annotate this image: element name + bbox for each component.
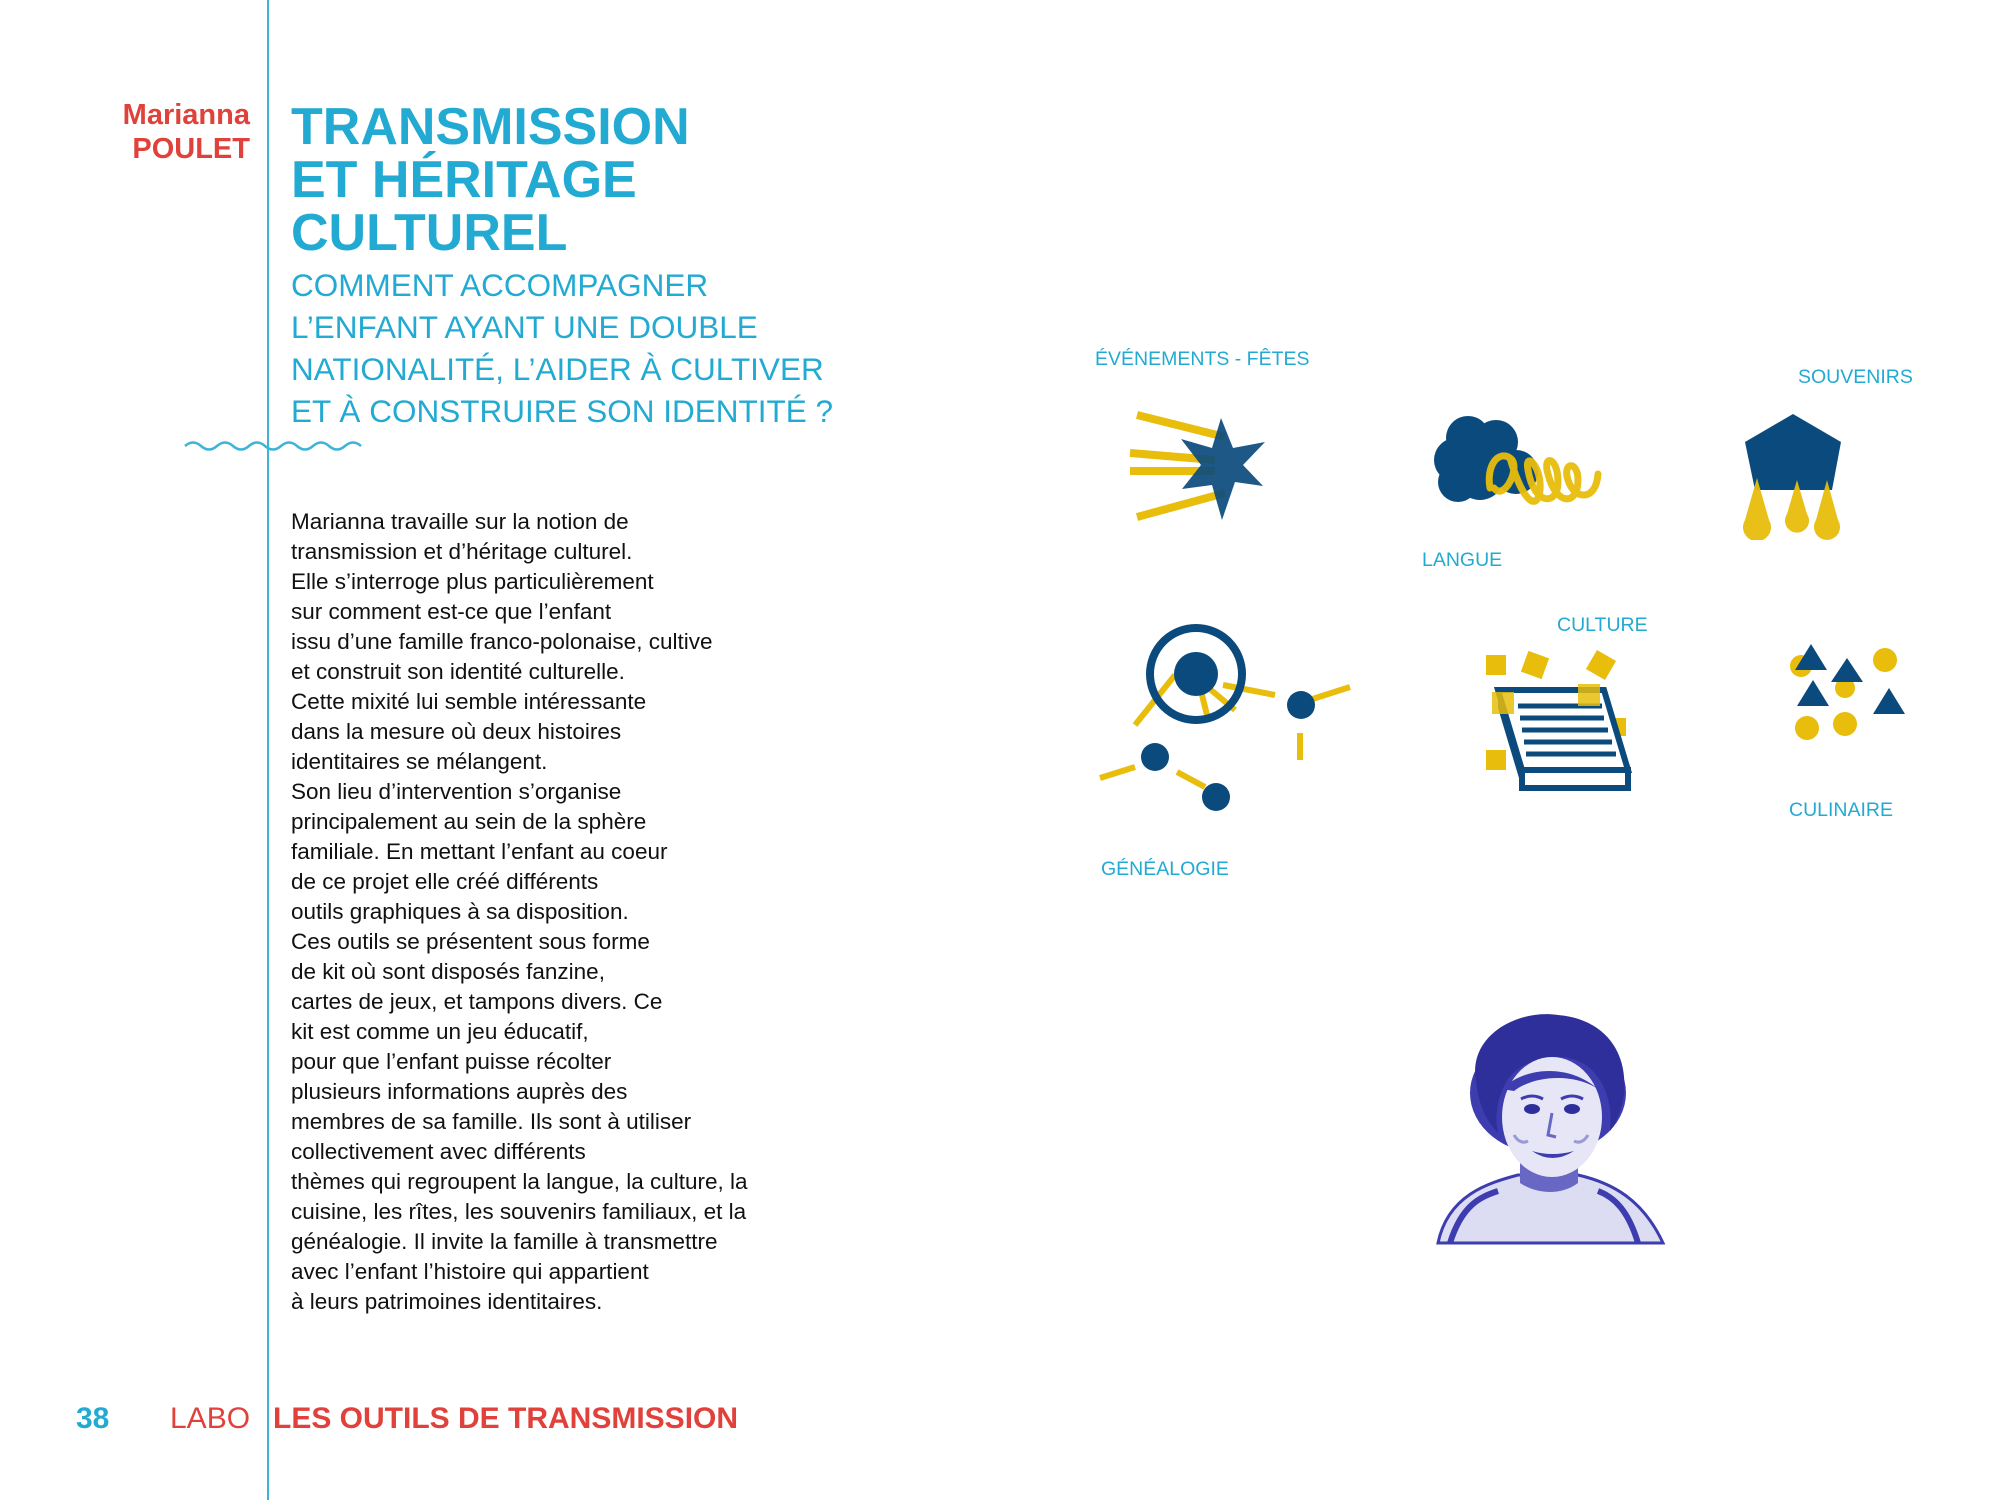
- body-line: cartes de jeux, et tampons divers. Ce: [291, 989, 663, 1014]
- pentagon-drops-icon: [1735, 410, 1855, 540]
- author-name: [123, 98, 250, 166]
- body-line: Marianna travaille sur la notion de: [291, 509, 629, 534]
- body-line: pour que l’enfant puisse récolter: [291, 1049, 612, 1074]
- body-line: outils graphiques à sa disposition.: [291, 899, 629, 924]
- label-culinaire: CULINAIRE: [1789, 799, 1894, 821]
- body-line: Son lieu d’intervention s’organise: [291, 779, 622, 804]
- author-first-name: Marianna: [122, 99, 250, 131]
- body-line: avec l’enfant l’histoire qui appartient: [291, 1259, 649, 1284]
- body-line: Ces outils se présentent sous forme: [291, 929, 650, 954]
- body-line: transmission et d’héritage culturel.: [291, 539, 633, 564]
- body-line: cuisine, les rîtes, les souvenirs familiaux, et la: [291, 1199, 747, 1224]
- body-line: Cette mixité lui semble intéressante: [291, 689, 647, 714]
- page-title: [291, 98, 690, 262]
- subtitle-line: L’ENFANT AYANT UNE DOUBLE: [291, 309, 758, 345]
- subtitle-line: COMMENT ACCOMPAGNER: [291, 267, 709, 303]
- shapes-icon: [1785, 640, 1915, 750]
- burst-icon: [1125, 405, 1295, 535]
- label-souvenirs: SOUVENIRS: [1798, 366, 1913, 388]
- label-culture: CULTURE: [1557, 614, 1648, 636]
- body-line: sur comment est-ce que l’enfant: [291, 599, 612, 624]
- author-last-name: POULET: [132, 133, 250, 165]
- body-line: dans la mesure où deux histoires: [291, 719, 622, 744]
- vertical-rule: [267, 0, 269, 1500]
- body-line: principalement au sein de la sphère: [291, 809, 647, 834]
- book-icon: [1478, 640, 1638, 800]
- body-line: collectivement avec différents: [291, 1139, 586, 1164]
- body-line: de kit où sont disposés fanzine,: [291, 959, 605, 984]
- body-line: généalogie. Il invite la famille à transmettre: [291, 1229, 718, 1254]
- body-line: à leurs patrimoines identitaires.: [291, 1289, 603, 1314]
- body-line: kit est comme un jeu éducatif,: [291, 1019, 589, 1044]
- subtitle-line: NATIONALITÉ, L’AIDER À CULTIVER: [291, 351, 824, 387]
- label-evenements: ÉVÉNEMENTS - FÊTES: [1095, 348, 1310, 370]
- title-line: CULTUREL: [291, 204, 568, 262]
- footer-labo: LABO: [170, 1402, 251, 1435]
- body-line: membres de sa famille. Ils sont à utiliser: [291, 1109, 692, 1134]
- body-line: thèmes qui regroupent la langue, la culture, la: [291, 1169, 748, 1194]
- title-line: ET HÉRITAGE: [291, 151, 637, 209]
- body-line: identitaires se mélangent.: [291, 749, 548, 774]
- label-genealogie: GÉNÉALOGIE: [1101, 858, 1229, 880]
- body-line: familiale. En mettant l’enfant au coeur: [291, 839, 668, 864]
- page-number: 38: [76, 1402, 110, 1435]
- subtitle: [291, 264, 833, 432]
- body-line: Elle s’interroge plus particulièrement: [291, 569, 654, 594]
- molecule-icon: [1095, 615, 1355, 815]
- wave-divider: [183, 438, 363, 454]
- portrait-image: [1428, 1005, 1668, 1245]
- label-langue: LANGUE: [1422, 549, 1503, 571]
- subtitle-line: ET À CONSTRUIRE SON IDENTITÉ ?: [291, 393, 833, 429]
- body-line: et construit son identité culturelle.: [291, 659, 625, 684]
- footer-section-title: LES OUTILS DE TRANSMISSION: [273, 1402, 739, 1435]
- body-line: de ce projet elle créé différents: [291, 869, 599, 894]
- body-line: issu d’une famille franco-polonaise, cultive: [291, 629, 713, 654]
- body-text: [291, 507, 748, 1317]
- title-line: TRANSMISSION: [291, 98, 690, 156]
- cloud-spiral-icon: [1428, 410, 1628, 530]
- body-line: plusieurs informations auprès des: [291, 1079, 628, 1104]
